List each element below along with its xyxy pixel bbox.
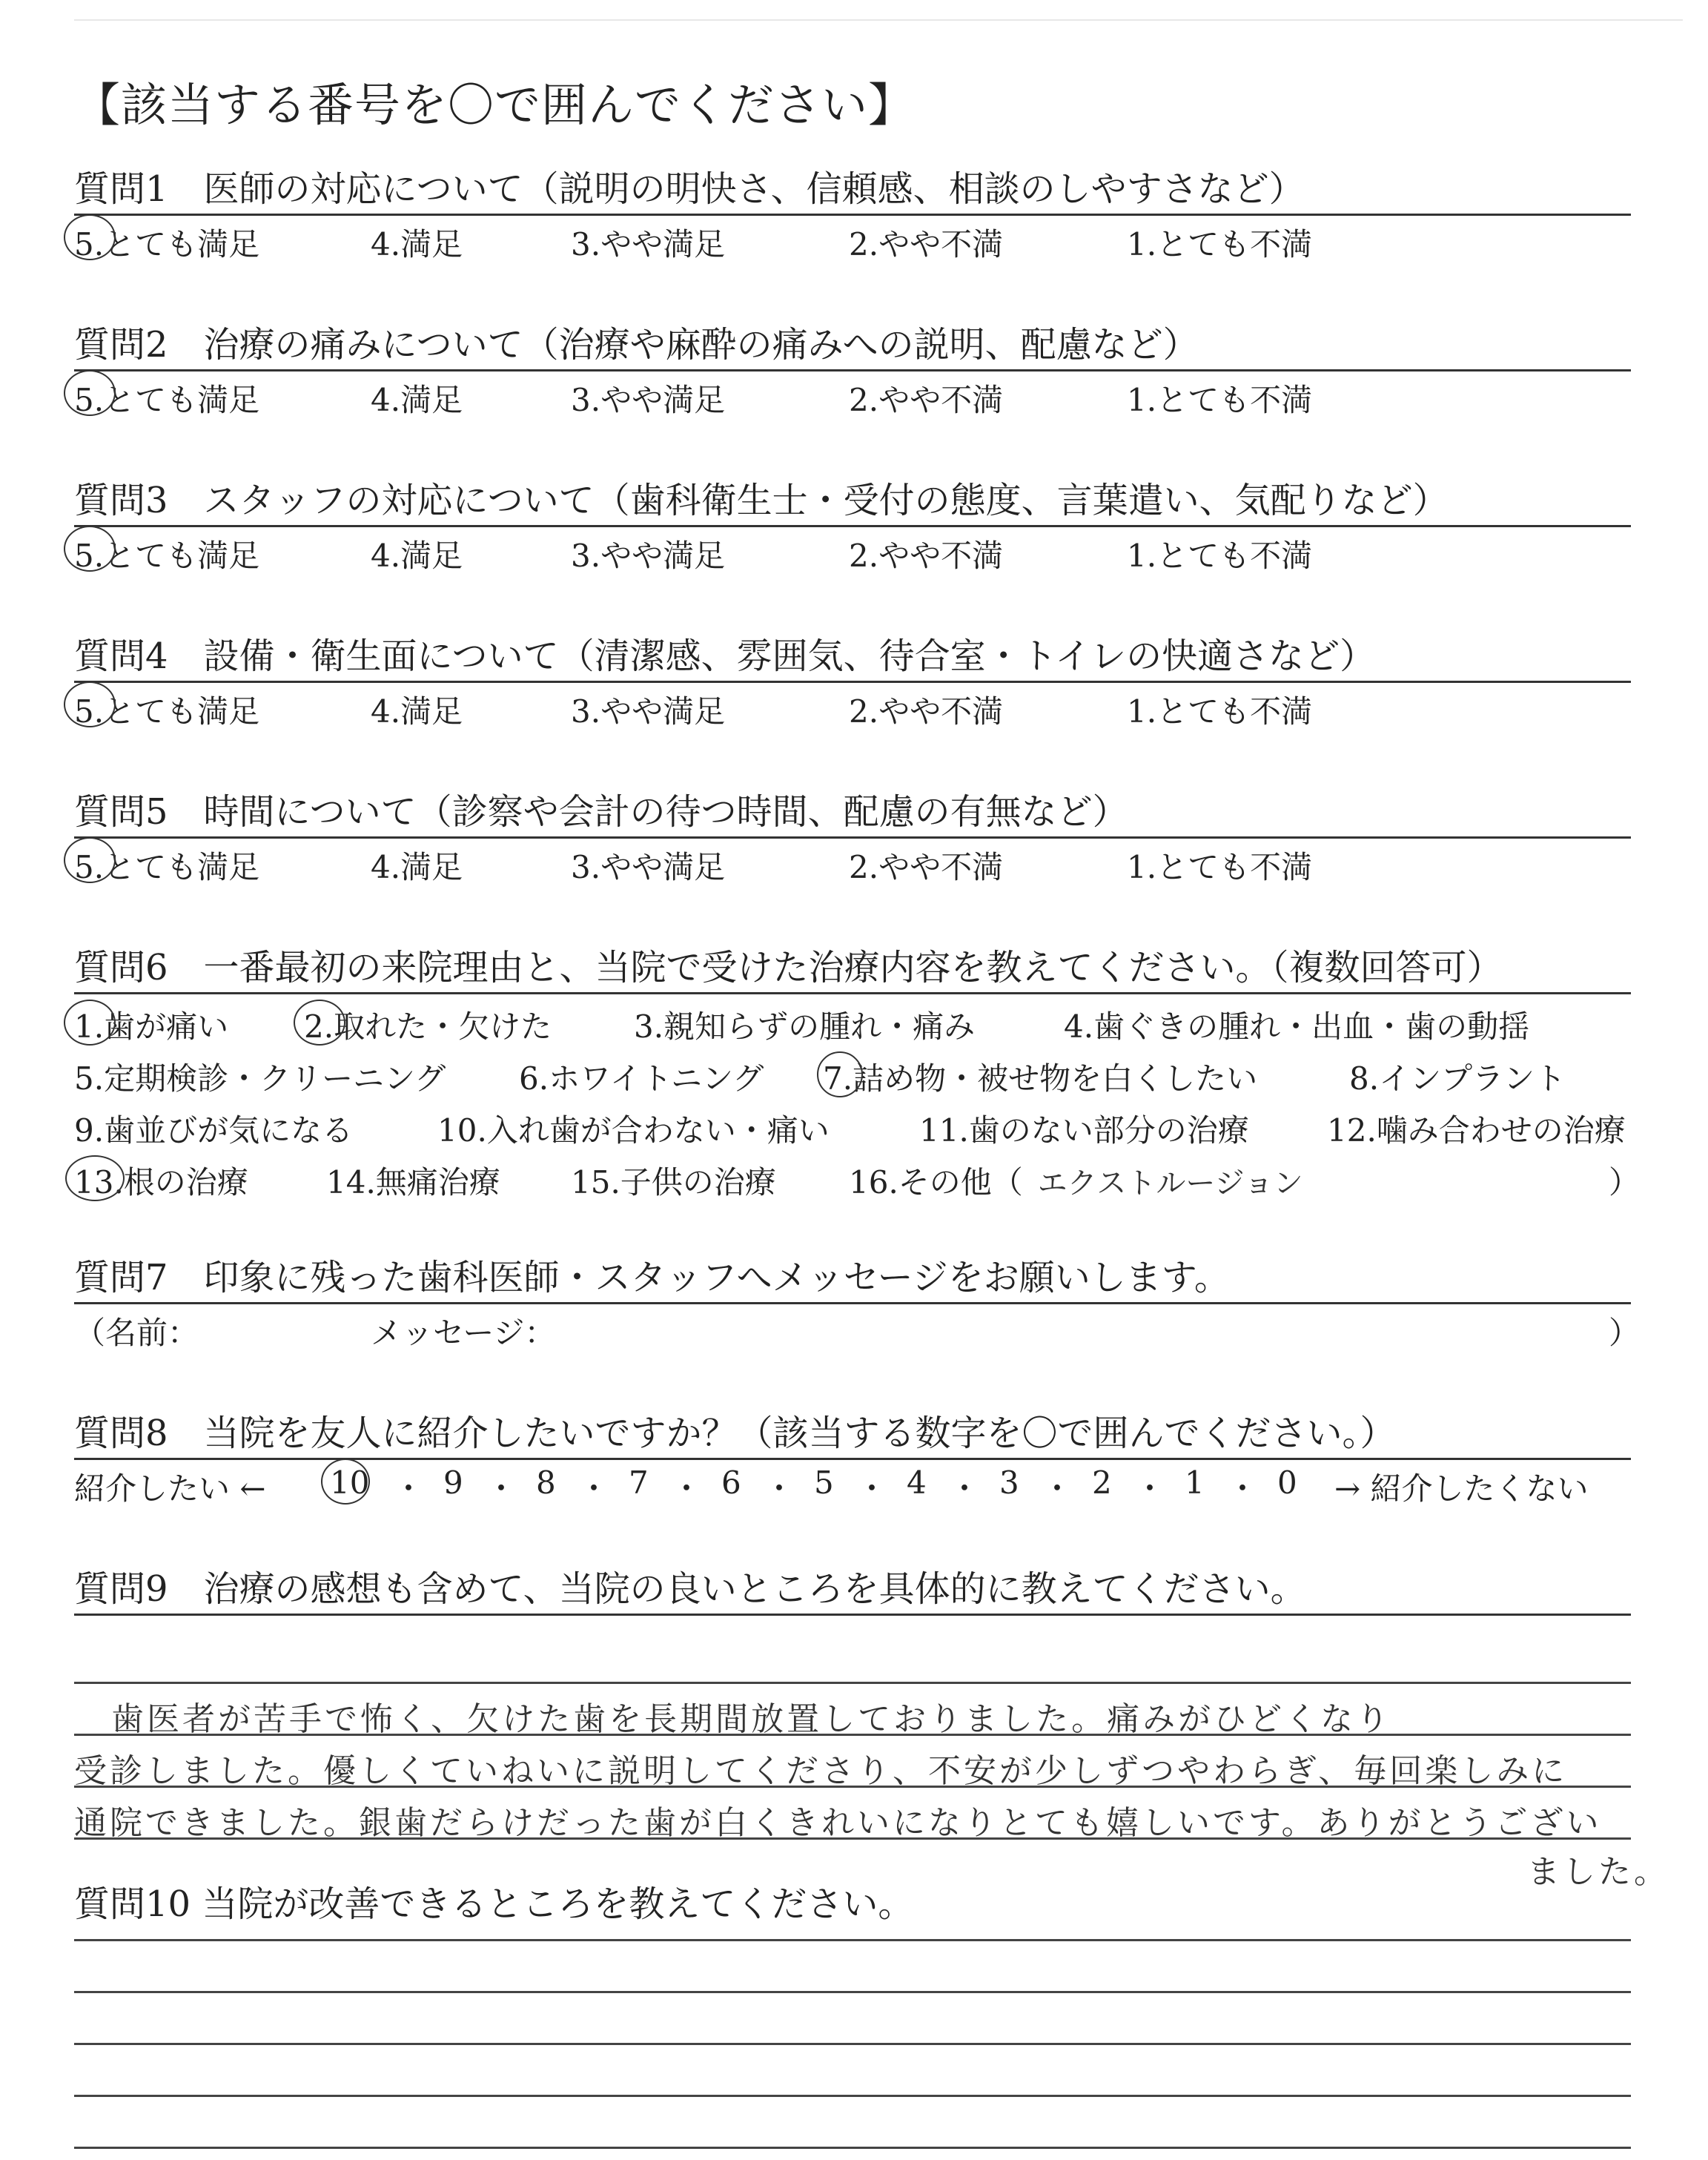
- scale-dot: ・: [949, 1470, 981, 1507]
- handwritten-answer-line: ました。: [1527, 1853, 1669, 1891]
- question-3: [74, 476, 1631, 576]
- question-heading: 質問2 治療の痛みについて（治療や麻酔の痛みへの説明、配慮など）: [74, 324, 1199, 366]
- scale-right-label: → 紹介したくない: [1334, 1470, 1589, 1507]
- option-whitening[interactable]: 6.ホワイトニング: [519, 1060, 764, 1097]
- scale-dot: ・: [578, 1470, 610, 1507]
- close-paren: ）: [1609, 1315, 1641, 1351]
- selection-circle: [64, 681, 116, 727]
- option-checkup[interactable]: 5.定期検診・クリーニング: [74, 1060, 446, 1097]
- selection-circle: [64, 1000, 116, 1046]
- answer-line: [74, 1991, 1631, 1993]
- rating-options: [74, 216, 1631, 265]
- option-white-fillings[interactable]: 7.詰め物・被せ物を白くしたい: [823, 1054, 1257, 1099]
- question-heading: 質問4 設備・衛生面について（清潔感、雰囲気、待合室・トイレの快適さなど）: [74, 635, 1376, 677]
- option-missing-teeth[interactable]: 11.歯のない部分の治療: [919, 1112, 1249, 1149]
- question-7: [74, 1253, 1641, 1353]
- rating-options: [74, 371, 1631, 420]
- question-1: [74, 165, 1631, 265]
- scale-3[interactable]: 3: [999, 1464, 1019, 1501]
- selection-circle: [321, 1459, 370, 1505]
- scale-left-label: 紹介したい ←: [74, 1470, 266, 1507]
- options-row-1: [74, 1003, 1631, 1050]
- option-5[interactable]: 5.とても満足: [74, 376, 259, 420]
- question-heading: 質問10 当院が改善できるところを教えてください。: [74, 1883, 914, 1925]
- scale-dot: ・: [764, 1470, 795, 1507]
- option-4[interactable]: 4.満足: [371, 849, 463, 885]
- question-heading: 質問5 時間について（診察や会計の待つ時間、配慮の有無など）: [74, 791, 1128, 833]
- option-5[interactable]: 5.とても満足: [74, 532, 259, 576]
- option-3[interactable]: 3.やや満足: [571, 849, 726, 885]
- option-children[interactable]: 15.子供の治療: [571, 1164, 776, 1200]
- selection-circle: [65, 1155, 125, 1201]
- answer-line: [74, 2095, 1631, 2097]
- option-painless[interactable]: 14.無痛治療: [326, 1164, 500, 1200]
- handwritten-answer-line: 通院できました。銀歯だらけだった歯が白くきれいになりとても嬉しいです。ありがとうござい: [74, 1804, 1602, 1842]
- option-3[interactable]: 3.やや満足: [571, 382, 726, 418]
- scale-8[interactable]: 8: [536, 1464, 556, 1501]
- option-bite[interactable]: 12.噛み合わせの治療: [1327, 1112, 1626, 1149]
- options-row-3: [74, 1106, 1631, 1154]
- rating-options: [74, 683, 1631, 732]
- message-field-label[interactable]: メッセージ：: [371, 1315, 556, 1351]
- rating-options: [74, 839, 1631, 888]
- option-2[interactable]: 2.やや不満: [849, 849, 1004, 885]
- option-1[interactable]: 1.とても不満: [1127, 538, 1313, 574]
- option-toothache[interactable]: 1.歯が痛い: [74, 1003, 228, 1047]
- option-4[interactable]: 4.満足: [371, 538, 463, 574]
- scale-dot: ・: [486, 1470, 517, 1507]
- answer-line: [74, 2043, 1631, 2045]
- message-fields: [74, 1304, 1641, 1353]
- options-row-2: [74, 1054, 1631, 1102]
- option-1[interactable]: 1.とても不満: [1127, 849, 1313, 885]
- handwritten-answer-line: 歯医者が苦手で怖く、欠けた歯を長期間放置しておりました。痛みがひどくなり: [111, 1700, 1392, 1738]
- question-heading: 質問6 一番最初の来院理由と、当院で受けた治療内容を教えてください。（複数回答可）: [74, 947, 1503, 988]
- question-heading: 質問1 医師の対応について（説明の明快さ、信頼感、相談のしやすさなど）: [74, 168, 1305, 210]
- option-1[interactable]: 1.とても不満: [1127, 226, 1313, 262]
- option-chipped[interactable]: 2.取れた・欠けた: [304, 1003, 552, 1047]
- page-title: 【該当する番号を〇で囲んでください】: [74, 78, 916, 132]
- selection-circle: [64, 370, 116, 416]
- selection-circle: [817, 1051, 863, 1097]
- option-3[interactable]: 3.やや満足: [571, 226, 726, 262]
- question-heading: 質問3 スタッフの対応について（歯科衛生士・受付の態度、言葉遣い、気配りなど）: [74, 480, 1449, 521]
- question-6: [74, 943, 1641, 1200]
- option-5[interactable]: 5.とても満足: [74, 220, 259, 265]
- top-border: [74, 19, 1683, 21]
- option-alignment[interactable]: 9.歯並びが気になる: [74, 1112, 354, 1149]
- scale-4[interactable]: 4: [907, 1464, 927, 1501]
- name-field-label[interactable]: （名前：: [74, 1315, 199, 1351]
- other-handwritten-text: エクストルージョン: [1037, 1166, 1303, 1200]
- option-gums[interactable]: 4.歯ぐきの腫れ・出血・歯の動揺: [1064, 1008, 1530, 1045]
- question-8: [74, 1409, 1631, 1509]
- answer-line: [74, 2147, 1631, 2149]
- rating-options: [74, 527, 1631, 576]
- option-1[interactable]: 1.とても不満: [1127, 693, 1313, 730]
- question-9: [74, 1565, 1669, 1891]
- question-heading: 質問8 当院を友人に紹介したいですか？（該当する数字を〇で囲んでください。）: [74, 1413, 1396, 1454]
- answer-line: [74, 1682, 1631, 1684]
- option-4[interactable]: 4.満足: [371, 226, 463, 262]
- close-paren: ）: [1609, 1164, 1641, 1200]
- recommend-scale: [74, 1460, 1631, 1509]
- option-5[interactable]: 5.とても満足: [74, 843, 259, 888]
- scale-6[interactable]: 6: [721, 1464, 741, 1501]
- option-2[interactable]: 2.やや不満: [849, 226, 1004, 262]
- option-wisdom-tooth[interactable]: 3.親知らずの腫れ・痛み: [634, 1008, 976, 1045]
- options-row-4: [74, 1158, 1641, 1206]
- option-root-canal[interactable]: 13.根の治療: [74, 1158, 248, 1203]
- selection-circle: [64, 214, 116, 260]
- scale-2[interactable]: 2: [1092, 1464, 1112, 1501]
- question-heading: 質問9 治療の感想も含めて、当院の良いところを具体的に教えてください。: [74, 1568, 1306, 1610]
- scale-dot: ・: [1227, 1470, 1259, 1507]
- option-5[interactable]: 5.とても満足: [74, 687, 259, 732]
- option-2[interactable]: 2.やや不満: [849, 693, 1004, 730]
- divider: [74, 1614, 1631, 1616]
- option-dentures[interactable]: 10.入れ歯が合わない・痛い: [437, 1112, 830, 1149]
- option-other[interactable]: 16.その他（ エクストルージョン: [849, 1164, 1303, 1200]
- scale-0[interactable]: 0: [1277, 1464, 1297, 1501]
- option-1[interactable]: 1.とても不満: [1127, 382, 1313, 418]
- option-3[interactable]: 3.やや満足: [571, 693, 726, 730]
- divider: [74, 992, 1631, 994]
- scale-dot: ・: [1134, 1470, 1166, 1507]
- answer-line: [74, 1939, 1631, 1941]
- scale-10[interactable]: 10: [330, 1464, 369, 1501]
- scale-9[interactable]: 9: [443, 1464, 463, 1501]
- option-implant[interactable]: 8.インプラント: [1349, 1060, 1566, 1097]
- scale-7[interactable]: 7: [629, 1464, 649, 1501]
- question-4: [74, 632, 1631, 732]
- option-2[interactable]: 2.やや不満: [849, 538, 1004, 574]
- question-5: [74, 787, 1631, 888]
- question-heading: 質問7 印象に残った歯科医師・スタッフへメッセージをお願いします。: [74, 1257, 1230, 1298]
- selection-circle: [64, 526, 116, 572]
- option-3[interactable]: 3.やや満足: [571, 538, 726, 574]
- selection-circle: [294, 1000, 345, 1046]
- option-4[interactable]: 4.満足: [371, 382, 463, 418]
- selection-circle: [64, 837, 116, 883]
- option-2[interactable]: 2.やや不満: [849, 382, 1004, 418]
- scale-5[interactable]: 5: [814, 1464, 834, 1501]
- scale-dot: ・: [393, 1470, 425, 1507]
- scale-dot: ・: [856, 1470, 888, 1507]
- question-2: [74, 320, 1631, 420]
- scale-1[interactable]: 1: [1185, 1464, 1205, 1501]
- scale-dot: ・: [1042, 1470, 1073, 1507]
- handwritten-answer-line: 受診しました。優しくていねいに説明してくださり、不安が少しずつやわらぎ、毎回楽しみに: [74, 1752, 1568, 1790]
- question-10: [74, 1880, 1631, 1929]
- scale-dot: ・: [671, 1470, 703, 1507]
- option-4[interactable]: 4.満足: [371, 693, 463, 730]
